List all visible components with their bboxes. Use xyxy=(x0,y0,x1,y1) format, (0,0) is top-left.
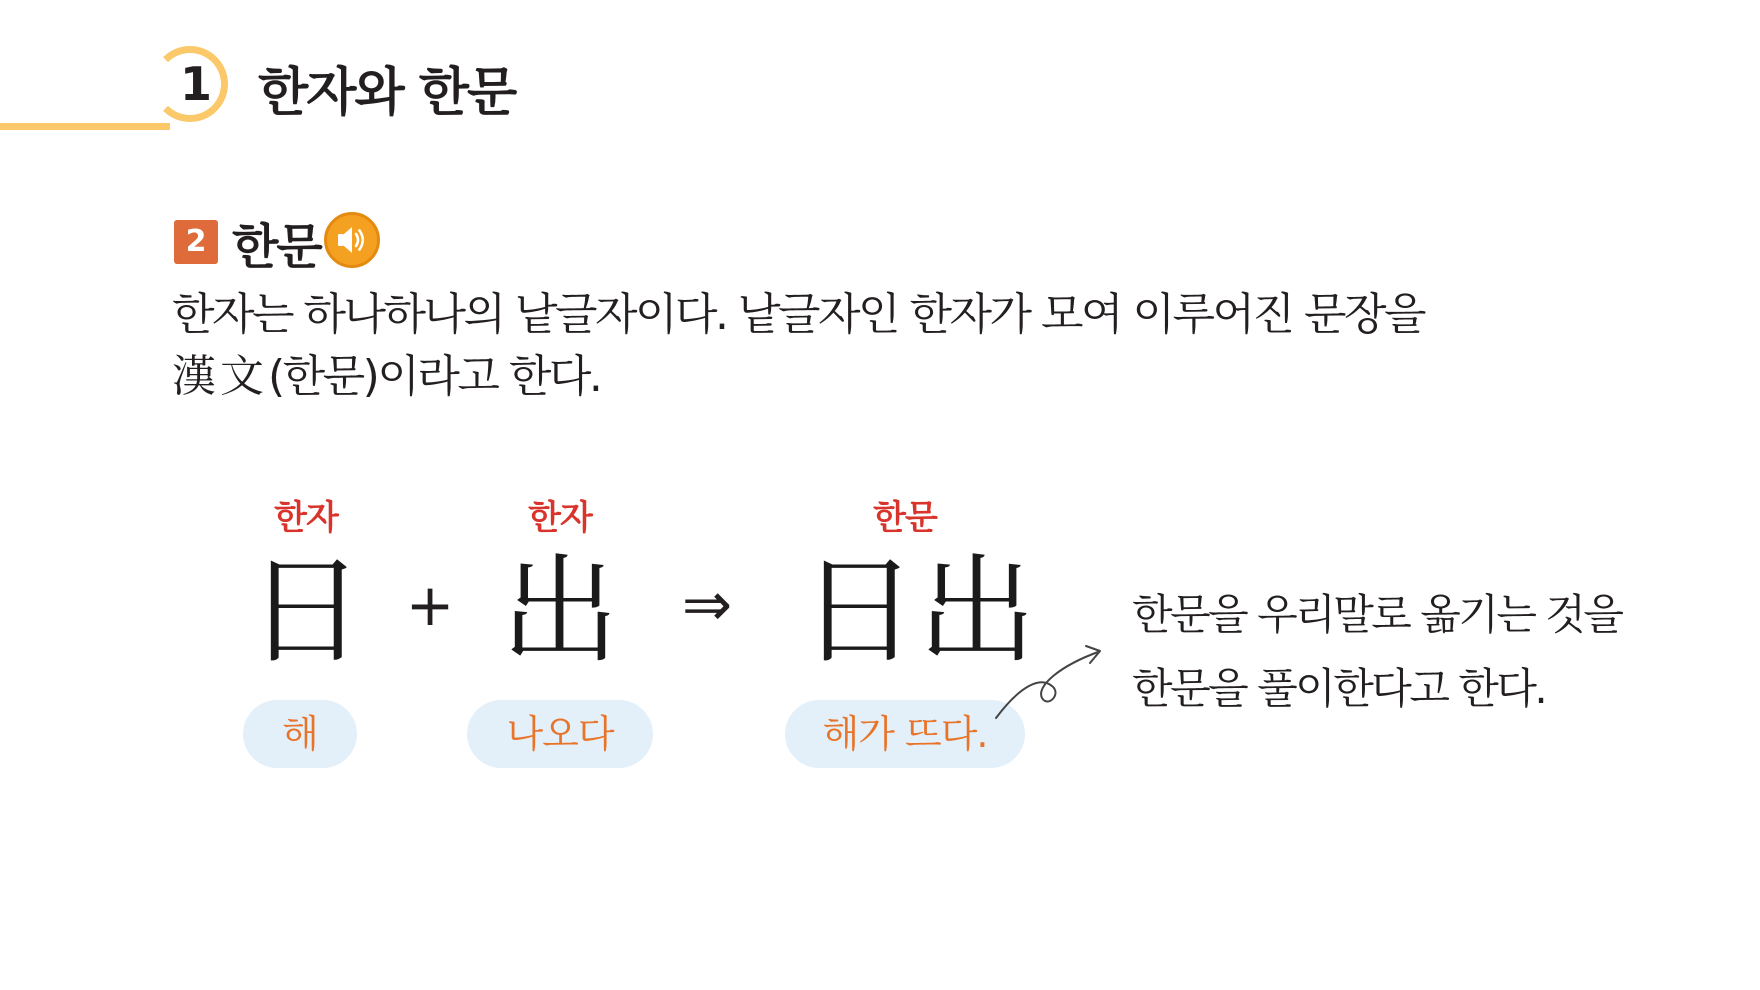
body-line-2 xyxy=(172,346,1552,408)
section-number-badge: 2 xyxy=(174,220,218,264)
hanja-hanmun: 漢文 xyxy=(172,351,268,402)
item2-meaning: 나오다 xyxy=(467,700,653,768)
implies-arrow: ⇒ xyxy=(681,570,733,640)
note-line-2: 한문을 풀이한다고 한다. xyxy=(1132,664,1546,713)
item2-hanja: 出 xyxy=(500,542,619,680)
body-paragraph xyxy=(172,284,1552,408)
body-line-2-rest: (한문)이라고 한다. xyxy=(268,351,601,402)
translation-note xyxy=(1132,578,1652,726)
section-title: 한문 xyxy=(232,219,321,275)
result-meaning: 해가 뜨다. xyxy=(785,700,1025,768)
curved-arrow-icon xyxy=(990,636,1110,726)
item2-label: 한자 xyxy=(528,498,592,538)
item1-hanja: 日 xyxy=(246,542,365,680)
chapter-underline xyxy=(0,123,170,130)
chapter-number: 1 xyxy=(179,57,212,111)
item1-meaning: 해 xyxy=(243,700,357,768)
plus-operator: + xyxy=(405,571,455,639)
speaker-icon xyxy=(334,222,370,258)
audio-play-button[interactable] xyxy=(324,212,380,268)
result-label: 한문 xyxy=(873,498,937,538)
result-hanja: 日出 xyxy=(800,542,1037,680)
item1-label: 한자 xyxy=(274,498,338,538)
chapter-title: 한자와 한문 xyxy=(258,63,516,123)
note-line-1: 한문을 우리말로 옮기는 것을 xyxy=(1132,590,1622,639)
body-line-1: 한자는 하나하나의 낱글자이다. 낱글자인 한자가 모여 이루어진 문장을 xyxy=(172,289,1425,340)
